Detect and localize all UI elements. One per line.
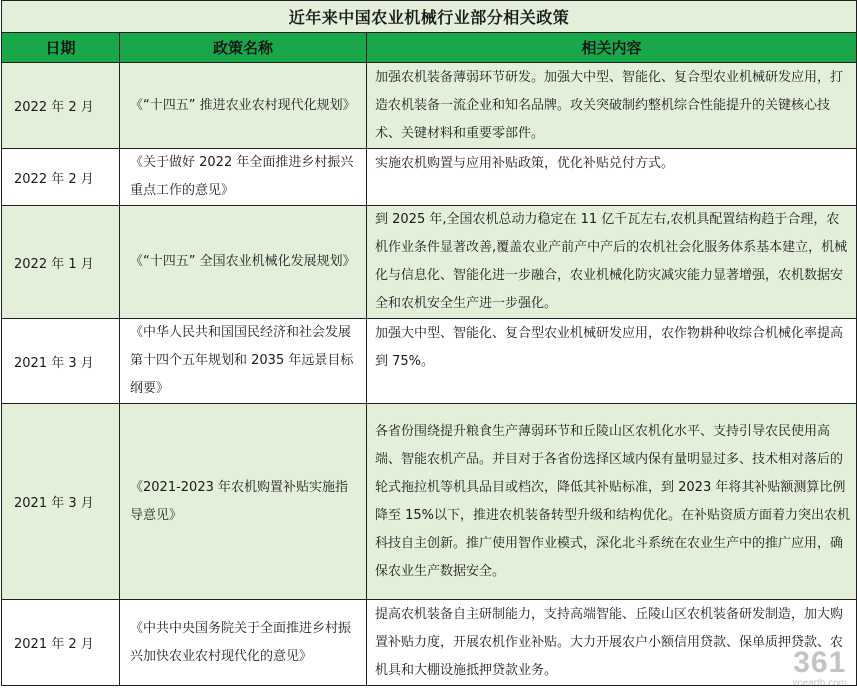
watermark-site: vcearth.com [792, 678, 847, 689]
row-content: 实施农机购置与应用补贴政策，优化补贴兑付方式。 [367, 149, 857, 206]
row-policy-name: 《2021-2023 年农机购置补贴实施指导意见》 [120, 404, 367, 600]
row-policy-name: 《“十四五” 推进农业农村现代化规划》 [120, 63, 367, 149]
row-date: 2021 年 2 月 [2, 600, 120, 686]
table-row [2, 63, 857, 149]
table-title: 近年来中国农业机械行业部分相关政策 [2, 1, 857, 33]
table-title-row [2, 1, 857, 33]
watermark-number: 361 [793, 646, 847, 679]
row-content: 各省份围绕提升粮食生产薄弱环节和丘陵山区农机化水平、支持引导农民使用高端、智能农机产品。并目对于各省份选择区域内保有量明显过多、技术相对落后的轮式拖拉机等机具品目或档次，降低其补贴标准，到 2023 年将其补贴额测算比例降至 15%以下，推进农机装备转型升级和结构优化。在补贴资质方面着力突出农机科技自主创新。推广使用智作业模式，深化北斗系统在农业生产中的推广应用，确保农业生产数据安全。 [367, 404, 857, 600]
row-date: 2022 年 2 月 [2, 63, 120, 149]
header-policy-name: 政策名称 [120, 33, 367, 63]
row-policy-name: 《中共中央国务院关于全面推进乡村振兴加快农业农村现代化的意见》 [120, 600, 367, 686]
table-header-row [2, 33, 857, 63]
table-row [2, 600, 857, 686]
row-policy-name: 《中华人民共和国国民经济和社会发展第十四个五年规划和 2035 年远景目标纲要》 [120, 319, 367, 404]
row-date: 2021 年 3 月 [2, 404, 120, 600]
table-row [2, 319, 857, 404]
row-content: 到 2025 年,全国农机总动力稳定在 11 亿千瓦左右,农机具配置结构趋于合理，农机作业条件显著改善,覆盖农业产前产中产后的农机社会化服务体系基本建立，机械化与信息化、智能化进一步融合，农业机械化防灾减灾能力显著增强，农机数据安全和农机安全生产进一步强化。 [367, 206, 857, 319]
row-content: 加强农机装备薄弱环节研发。加强大中型、智能化、复合型农业机械研发应用，打造农机装备一流企业和知名品牌。攻关突破制约整机综合性能提升的关键核心技术、关键材料和重要零部件。 [367, 63, 857, 149]
header-date: 日期 [2, 33, 120, 63]
row-date: 2021 年 3 月 [2, 319, 120, 404]
row-policy-name: 《“十四五” 全国农业机械化发展规划》 [120, 206, 367, 319]
table-row [2, 149, 857, 206]
row-date: 2022 年 1 月 [2, 206, 120, 319]
row-policy-name: 《关于做好 2022 年全面推进乡村振兴重点工作的意见》 [120, 149, 367, 206]
row-date: 2022 年 2 月 [2, 149, 120, 206]
policy-table [1, 0, 857, 686]
row-content: 提高农机装备自主研制能力，支持高端智能、丘陵山区农机装备研发制造，加大购置补贴力度，开展农机作业补贴。大力开展农户小额信用贷款、保单质押贷款、农机具和大棚设施抵押贷款业务。 [367, 600, 857, 686]
header-content: 相关内容 [367, 33, 857, 63]
row-content: 加强大中型、智能化、复合型农业机械研发应用，农作物耕种收综合机械化率提高到 75%。 [367, 319, 857, 404]
table-row [2, 404, 857, 600]
table-row [2, 206, 857, 319]
